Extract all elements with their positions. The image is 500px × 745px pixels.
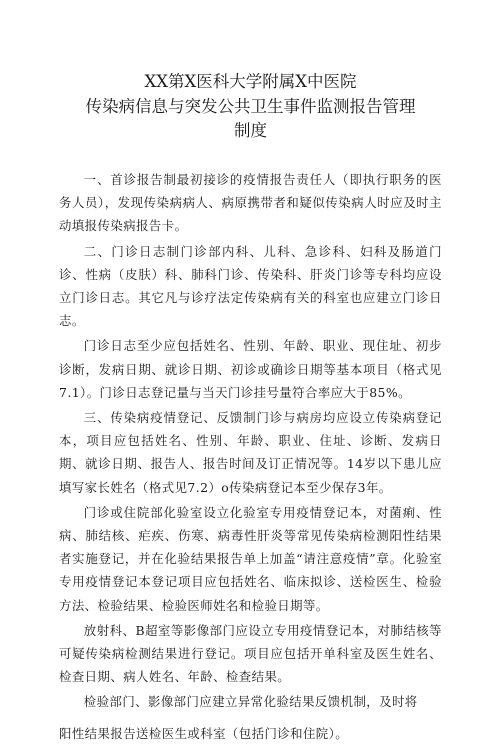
document-title-line2: 传染病信息与突发公共卫生事件监测报告管理: [85, 97, 416, 116]
document-body: [59, 168, 442, 745]
paragraph-registration: 三、传染病疫情登记、反馈制门诊与病房均应设立传染病登记本，项目应包括姓名、性别、年龄、职业、住址、诊断、发病日期、就诊日期、报告人、报告时间及订正情况等。14岁以下患儿应填写家长姓名（格式见7.2）o传染病登记本至少保存3年。: [59, 410, 442, 495]
paragraph-first-report: 一、首诊报告制最初接诊的疫情报告责任人（即执行职务的医务人员），发现传染病病人、病原携带者和疑似传染病人时应及时主动填报传染病报告卡。: [59, 172, 442, 234]
paragraph-feedback-cont: 阳性结果报告送检医生或科室（包括门诊和住院）。: [59, 725, 349, 741]
paragraph-feedback: 检验部门、影像部门应建立异常化验结果反馈机制，及时将: [83, 694, 418, 710]
document-title-line3: 制度: [234, 121, 267, 140]
paragraph-lab-register: 门诊或住院部化验室设立化验室专用疫情登记本，对菌痢、性病、肺结核、疟疾、伤寒、病毒性肝炎等常见传染病检测阳性结果者实施登记，并在化验结果报告单上加盖“请注意疫情”章。化验室专用疫情登记本登记项目应包括姓名、临床拟诊、送检医生、检验方法、检验结果、检验医师姓名和检验日期等。: [59, 504, 442, 613]
paragraph-clinic-log-items: 门诊日志至少应包括姓名、性别、年龄、职业、现住址、初步诊断，发病日期、就诊日期、初诊或确诊日期等基本项目（格式见7.1）。门诊日志登记量与当天门诊挂号量符合率应大于85%。: [59, 338, 442, 400]
paragraph-clinic-log: 二、门诊日志制门诊部内科、儿科、急诊科、妇科及肠道门诊、性病（皮肤）科、肺科门诊、传染科、肝炎门诊等专科均应设立门诊日志。其它凡与诊疗法定传染病有关的科室也应建立门诊日志。: [59, 243, 442, 329]
document-title-line1: XX第X医科大学附属X中医院: [144, 72, 357, 91]
paragraph-imaging-register: 放射科、B超室等影像部门应设立专用疫情登记本，对肺结核等可疑传染病检测结果进行登记。项目应包括开单科室及医生姓名、检查日期、病人姓名、年龄、检查结果。: [59, 622, 442, 685]
